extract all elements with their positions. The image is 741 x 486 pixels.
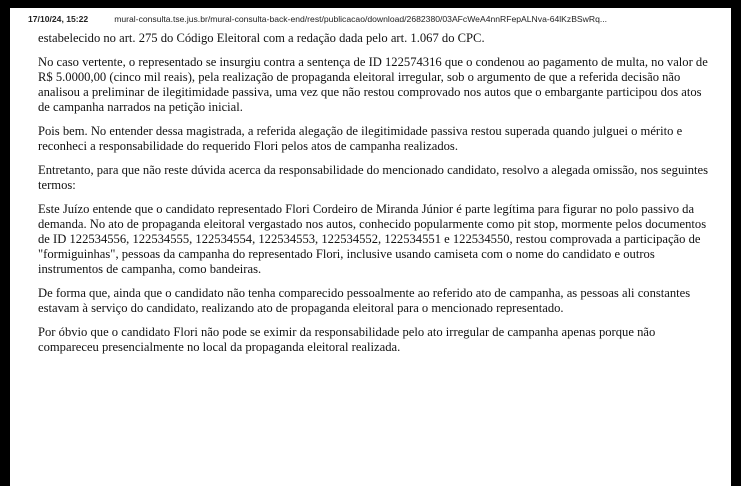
paragraph: De forma que, ainda que o candidato não tenha comparecido pessoalmente ao referido ato de campanha, as pessoas ali constantes estavam à serviço do candidato, realizando ato de propaganda eleitoral para o mencionado representado. xyxy=(38,286,691,315)
print-url: mural-consulta.tse.jus.br/mural-consulta-back-end/rest/publicacao/download/2682380/03AFcWeA4nnRFepALNva-64lKzBSwRq... xyxy=(114,14,608,24)
print-header xyxy=(28,14,719,24)
paragraph: Este Juízo entende que o candidato representado Flori Cordeiro de Miranda Júnior é parte legítima para figurar no polo passivo da demanda. No ato de propaganda eleitoral vergastado nos autos, conhecido popularmente como pit stop, mormente pelos documentos de ID 122534556, 122534555, 122534554, 122534553, 122534552, 122534551 e 122534550, restou comprovada a participação de "formiguinhas", pessoas da campanha do representado Flori, inclusive usando camiseta com o nome do candidato e outros instrumentos de campanha, como bandeiras. xyxy=(38,202,707,276)
document-page xyxy=(10,8,731,486)
paragraph: Entretanto, para que não reste dúvida acerca da responsabilidade do mencionado candidato, resolvo a alegada omissão, nos seguintes termos: xyxy=(38,163,709,192)
paragraph: Por óbvio que o candidato Flori não pode se eximir da responsabilidade pelo ato irregular de campanha apenas porque não compareceu presencialmente no local da propaganda eleitoral realizada. xyxy=(38,325,656,354)
paragraph: Pois bem. No entender dessa magistrada, a referida alegação de ilegitimidade passiva restou superada quando julguei o mérito e reconheci a responsabilidade do requerido Flori pelos atos de campanha realizados. xyxy=(38,124,683,153)
paragraph: estabelecido no art. 275 do Código Eleitoral com a redação dada pelo art. 1.067 do CPC. xyxy=(38,31,485,45)
print-timestamp: 17/10/24, 15:22 xyxy=(28,14,89,24)
paragraph: No caso vertente, o representado se insurgiu contra a sentença de ID 122574316 que o condenou ao pagamento de multa, no valor de R$ 5.0000,00 (cinco mil reais), pela realização de propaganda eleitoral irregular, sob o argumento de que a referida decisão não analisou a preliminar de ilegitimidade passiva, uma vez que não restou comprovado nos autos que o embargante participou dos atos de campanha narrados na petição inicial. xyxy=(38,55,708,114)
document-body xyxy=(38,31,714,364)
